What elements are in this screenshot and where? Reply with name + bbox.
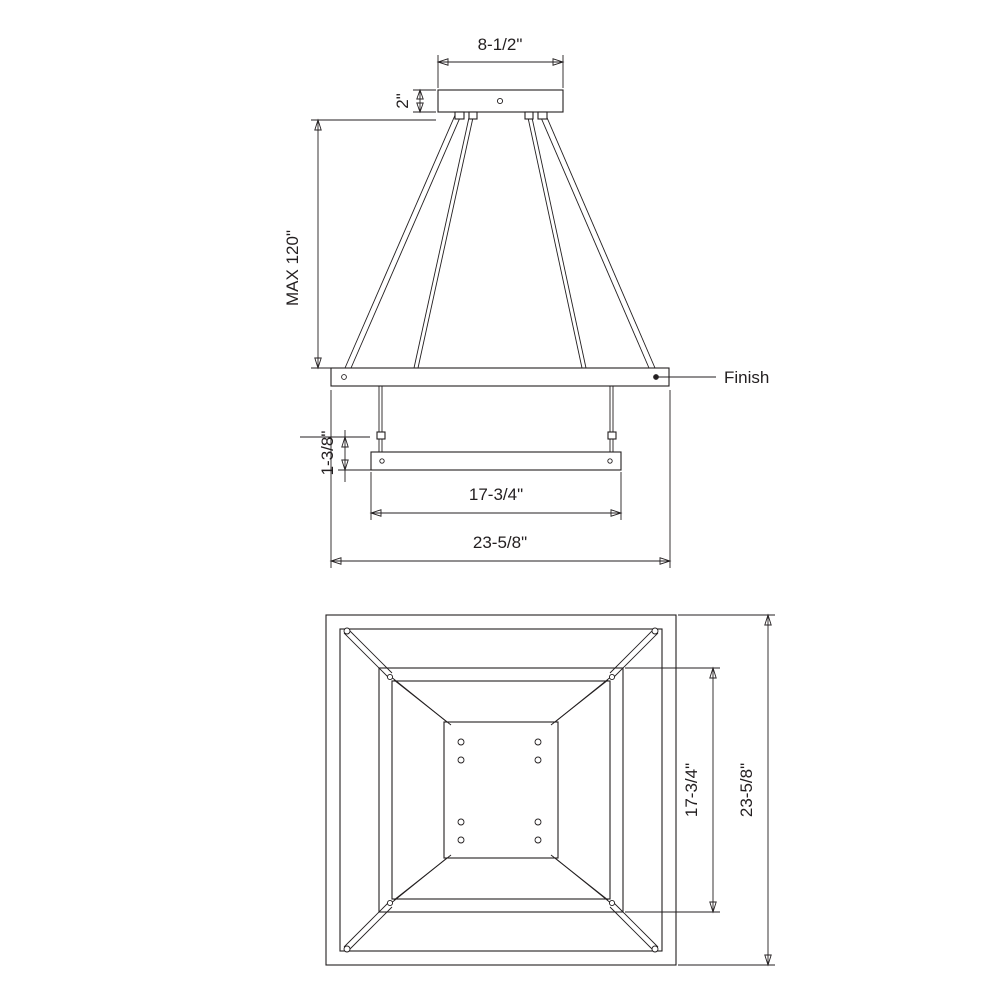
dim-max-drop xyxy=(311,120,436,368)
inner-drop-cables xyxy=(377,386,616,452)
dim-canopy-width xyxy=(438,55,563,88)
outer-ring-bar xyxy=(331,368,669,386)
inner-ring-bar xyxy=(371,452,621,470)
dim-canopy-height xyxy=(413,90,436,112)
plan-diagonals-inner xyxy=(390,676,612,904)
dim-label-ring-thickness: 1-3/8" xyxy=(318,430,337,476)
plan-corner-fixings xyxy=(344,628,658,952)
dim-label-canopy-height: 2" xyxy=(393,93,412,109)
plan-view xyxy=(326,615,775,965)
suspension-cables xyxy=(345,112,655,368)
plan-inner-square-inner xyxy=(392,681,610,899)
plan-canopy-screws xyxy=(458,739,541,843)
dim-plan-inner xyxy=(625,668,720,912)
plan-inner-square-outer xyxy=(379,668,623,912)
callout-label-finish: Finish xyxy=(724,368,770,387)
dim-label-plan-inner: 17-3/4" xyxy=(682,762,701,818)
dim-label-canopy-width: 8-1/2" xyxy=(477,35,523,54)
elevation-view xyxy=(283,35,769,568)
dim-label-plan-outer: 23-5/8" xyxy=(737,762,756,818)
dim-label-inner-width: 17-3/4" xyxy=(468,485,524,504)
dim-label-max-drop: MAX 120" xyxy=(283,230,302,306)
dim-label-outer-width: 23-5/8" xyxy=(472,533,528,552)
canopy xyxy=(438,90,563,112)
